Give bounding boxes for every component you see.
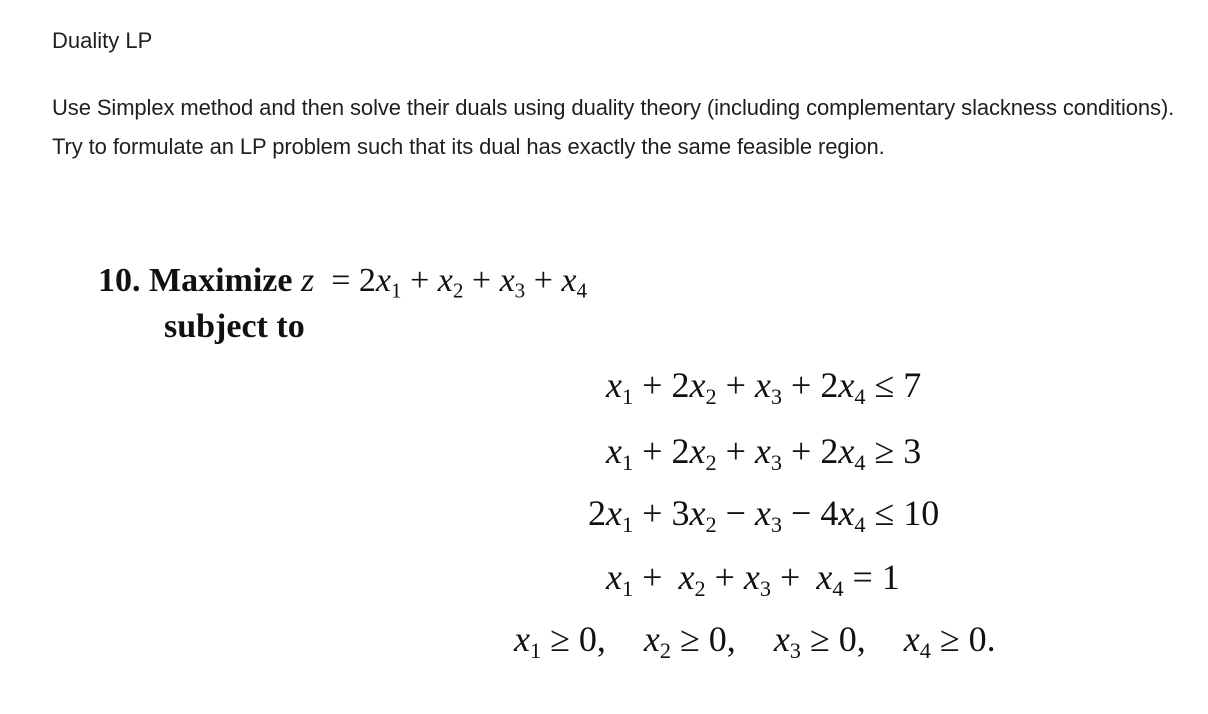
- objective-expression: = $2x_1 + x_2 + x_3 + x_4$: [322, 262, 588, 303]
- constraint-1: $x_1 + 2x_2 + x_3 + 2x_4 \le 7$: [606, 365, 922, 410]
- problem-description: Use Simplex method and then solve their duals using duality theory (including complementary slackness conditions). Try to formulate an LP problem such that its dual has exactly the same feasible region.: [52, 95, 1175, 159]
- page-title: Duality LP: [52, 28, 153, 53]
- nonnegativity-constraints: $x_1 \ge 0$, $x_2 \ge 0$, $x_3 \ge 0$, $x_4 \ge 0$.: [514, 619, 996, 664]
- objective-variable: z: [301, 262, 315, 299]
- problem-number: 10.: [98, 262, 141, 299]
- subject-to-label: subject to: [164, 308, 305, 345]
- maximize-keyword: Maximize: [149, 262, 293, 299]
- objective-line: [98, 262, 588, 303]
- constraint-4: $x_1 + x_2 + x_3 + x_4 = 1$: [606, 557, 900, 602]
- constraint-3: $2x_1 + 3x_2 - x_3 - 4x_4 \le 10$: [588, 493, 940, 538]
- constraint-2: $x_1 + 2x_2 + x_3 + 2x_4 \ge 3$: [606, 431, 922, 476]
